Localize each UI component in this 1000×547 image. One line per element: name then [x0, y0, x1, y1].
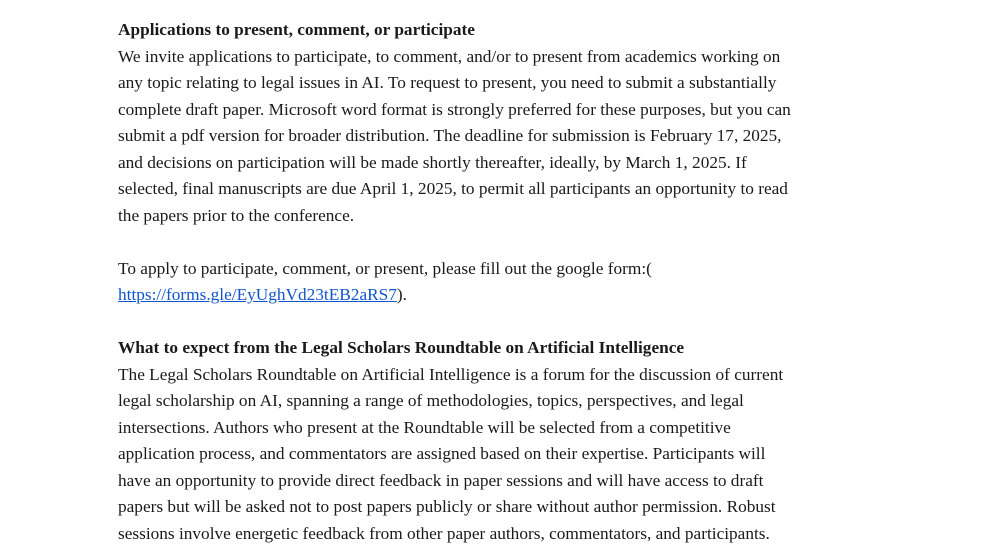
- document-body: [118, 17, 888, 547]
- paragraph-line: application process, and commentators are assigned based on their expertise. Participants will: [118, 441, 888, 468]
- paragraph-line: legal scholarship on AI, spanning a range of methodologies, topics, perspectives, and legal: [118, 388, 888, 415]
- paragraph-line: and decisions on participation will be made shortly thereafter, ideally, by March 1, 2025. If: [118, 150, 888, 177]
- apply-suffix: ).: [397, 285, 407, 304]
- paragraph-line: submit a pdf version for broader distribution. The deadline for submission is February 17, 2025,: [118, 123, 888, 150]
- google-form-link[interactable]: https://forms.gle/EyUghVd23tEB2aRS7: [118, 285, 397, 304]
- section-heading-what-to-expect: What to expect from the Legal Scholars Roundtable on Artificial Intelligence: [118, 335, 888, 362]
- paragraph-line: The Legal Scholars Roundtable on Artificial Intelligence is a forum for the discussion of current: [118, 362, 888, 389]
- paragraph-spacer: [118, 309, 888, 336]
- apply-text: To apply to participate, comment, or present, please fill out the google form:(: [118, 256, 888, 283]
- paragraph-line: sessions involve energetic feedback from other paper authors, commentators, and participants.: [118, 521, 888, 547]
- paragraph-spacer: [118, 229, 888, 256]
- paragraph-line: have an opportunity to provide direct feedback in paper sessions and will have access to draft: [118, 468, 888, 495]
- apply-paragraph: [118, 256, 888, 309]
- paragraph-line: complete draft paper. Microsoft word format is strongly preferred for these purposes, but you can: [118, 97, 888, 124]
- paragraph-line: any topic relating to legal issues in AI. To request to present, you need to submit a substantially: [118, 70, 888, 97]
- section-heading-applications: Applications to present, comment, or participate: [118, 17, 888, 44]
- paragraph-line: We invite applications to participate, to comment, and/or to present from academics working on: [118, 44, 888, 71]
- paragraph-line: selected, final manuscripts are due April 1, 2025, to permit all participants an opportunity to read: [118, 176, 888, 203]
- applications-paragraph: [118, 44, 888, 230]
- paragraph-line: intersections. Authors who present at the Roundtable will be selected from a competitive: [118, 415, 888, 442]
- apply-link-line: [118, 282, 888, 309]
- paragraph-line: papers but will be asked not to post papers publicly or share without author permission. Robust: [118, 494, 888, 521]
- what-to-expect-paragraph: [118, 362, 888, 547]
- paragraph-line: the papers prior to the conference.: [118, 203, 888, 230]
